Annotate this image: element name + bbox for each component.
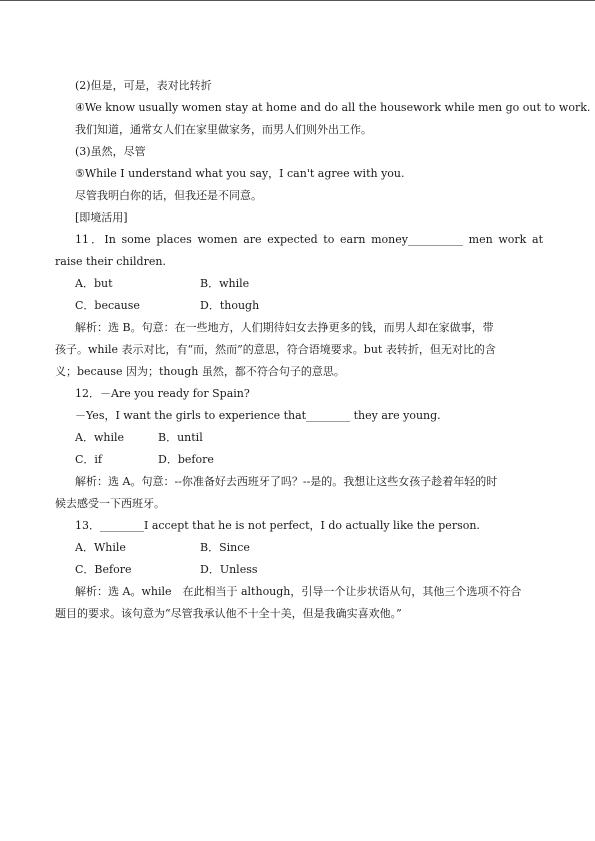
q12-analysis-line2: 候去感受一下西班牙。 <box>55 497 165 510</box>
q12-option-a: A．while <box>75 431 124 444</box>
q11-analysis-line3: 义；because 因为；though 虽然，都不符合句子的意思。 <box>55 365 345 378</box>
q13-analysis-line2: 题目的要求。该句意为“尽管我承认他不十全十美，但是我确实喜欢他。” <box>55 607 402 620</box>
q12-options-row2 <box>75 449 543 471</box>
q11-option-d: D．though <box>200 299 260 312</box>
section3-example-zh: 尽管我明白你的话，但我还是不同意。 <box>75 189 262 202</box>
q11-stem-line1: 11．In some places women are expected to earn money__________ men work at <box>75 233 543 246</box>
q12-options-row1 <box>75 427 543 449</box>
document-page <box>55 75 591 625</box>
practice-heading: [即境活用] <box>75 211 128 224</box>
section3-example-en: ⑤While I understand what you say，I can't agree with you. <box>75 167 405 180</box>
q11-options-row2 <box>75 295 543 317</box>
q11-option-b: B．while <box>200 277 250 290</box>
q13-option-d: D．Unless <box>200 563 258 576</box>
q12-option-d: D．before <box>158 453 214 466</box>
q12-analysis-line1: 解析：选 A。句意：--你准备好去西班牙了吗？--是的。我想让这些女孩子趁着年轻的时 <box>75 475 498 488</box>
section2-example-zh: 我们知道，通常女人们在家里做家务，而男人们则外出工作。 <box>75 123 372 136</box>
q13-option-a: A．While <box>75 541 126 554</box>
q13-options-row2 <box>75 559 543 581</box>
q13-options-row1 <box>75 537 543 559</box>
q11-analysis-line1: 解析：选 B。句意：在一些地方，人们期待妇女去挣更多的钱，而男人却在家做事，带 <box>75 321 494 334</box>
q12-stem-line1: 12．－Are you ready for Spain? <box>75 387 250 400</box>
q11-stem-line2: raise their children. <box>55 255 166 268</box>
section2-example-en: ④We know usually women stay at home and do all the housework while men go out to work. <box>75 101 591 114</box>
section2-heading: (2)但是，可是，表对比转折 <box>75 79 212 92</box>
q13-option-c: C．Before <box>75 563 132 576</box>
q11-options-row1 <box>75 273 543 295</box>
q11-option-a: A．but <box>75 277 113 290</box>
q11-analysis-line2: 孩子。while 表示对比，有“而，然而”的意思，符合语境要求。but 表转折，但无对比的含 <box>55 343 496 356</box>
q11-option-c: C．because <box>75 299 140 312</box>
q13-stem-line1: 13．________I accept that he is not perfect，I do actually like the person. <box>75 519 480 532</box>
q13-analysis-line1: 解析：选 A。while 在此相当于 although，引导一个让步状语从句，其他三个选项不符合 <box>75 585 522 598</box>
q12-stem-line2: －Yes，I want the girls to experience that________ they are young. <box>75 409 441 422</box>
top-rule <box>0 0 595 1</box>
section3-heading: (3)虽然，尽管 <box>75 145 146 158</box>
q13-option-b: B．Since <box>200 541 250 554</box>
q12-option-b: B．until <box>158 431 203 444</box>
q12-option-c: C．if <box>75 453 103 466</box>
